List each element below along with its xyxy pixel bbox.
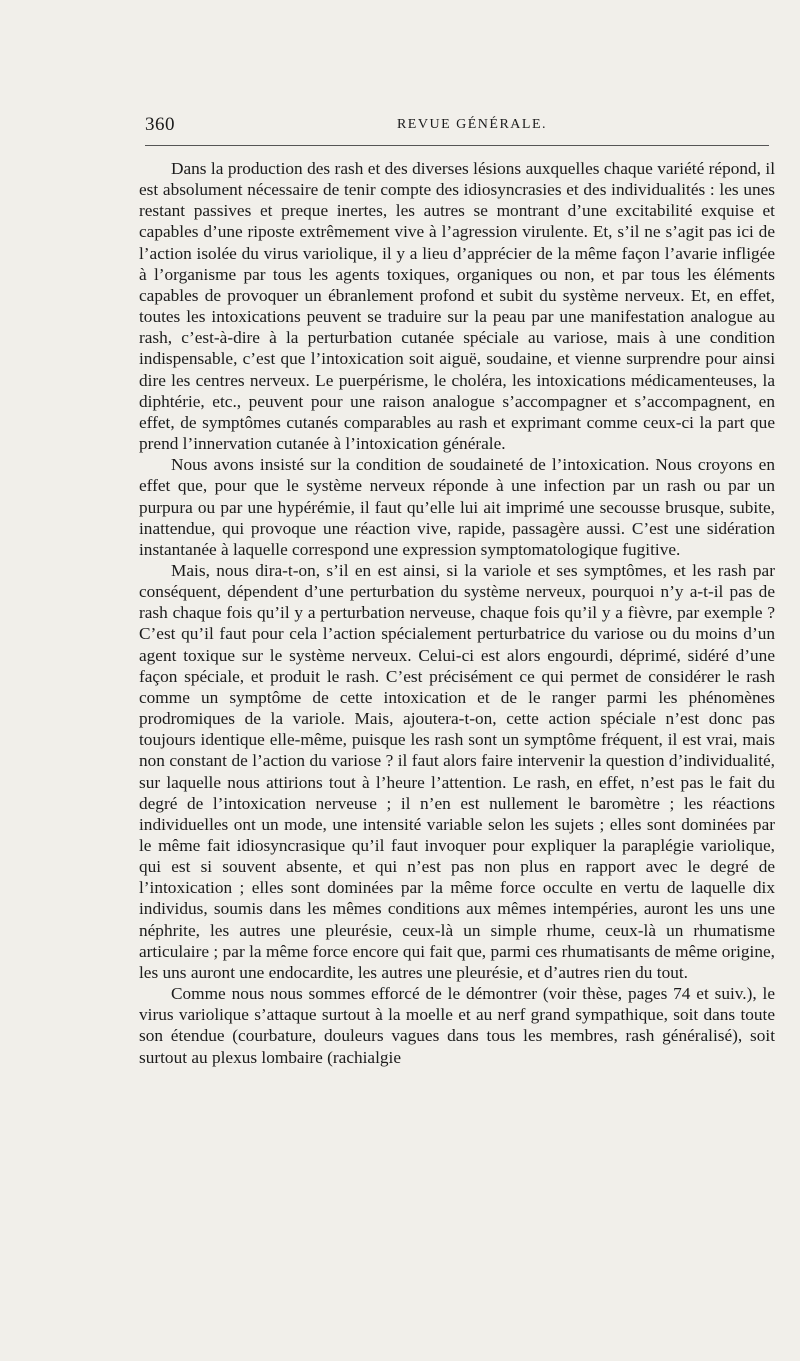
page-number: 360 <box>145 114 175 135</box>
paragraph-1: Dans la production des rash et des diverses lésions auxquelles chaque variété répond, il est absolument nécessaire de tenir compte des idiosyncrasies et des individualités : les unes restant passives et preque inertes, les autres se montrant d’une excitabilité exquise et capables d’une riposte extrêmement vive à l’agression virulente. Et, s’il ne s’agit pas ici de l’action isolée du virus variolique, il y a lieu d’apprécier de la même façon l’avarie infligée à l’organisme par tous les agents toxiques, organiques ou non, et par tous les éléments capables de provoquer un ébranlement profond et subit du système nerveux. Et, en effet, toutes les intoxications peuvent se traduire sur la peau par une manifestation analogue au rash, c’est-à-dire à la perturbation cutanée spéciale au variose, mais à une condition indispensable, c’est que l’intoxication soit aiguë, soudaine, et vienne surprendre pour ainsi dire les centres nerveux. Le puerpérisme, le choléra, les intoxications médicamenteuses, la diphtérie, etc., peuvent pour une raison analogue s’accompagner et s’accompagnent, en effet, de symptômes cutanés comparables au rash et exprimant comme ceux-ci la part que prend l’innervation cutanée à l’intoxication générale. <box>139 159 775 454</box>
body-text <box>139 158 775 1068</box>
paragraph-3: Mais, nous dira-t-on, s’il en est ainsi, si la variole et ses symptômes, et les rash par conséquent, dépendent d’une perturbation du système nerveux, pourquoi n’y a-t-il pas de rash chaque fois qu’il y a perturbation nerveuse, chaque fois qu’il y a fièvre, par exemple ? C’est qu’il faut pour cela l’action spécialement perturbatrice du variose ou du moins d’un agent toxique sur le système nerveux. Celui-ci est alors engourdi, déprimé, sidéré d’une façon spéciale, et produit le rash. C’est précisément ce qui permet de considérer le rash comme un symptôme de cette intoxication et de le ranger parmi les phénomènes prodromiques de la variole. Mais, ajoutera-t-on, cette action spéciale n’est donc pas toujours identique elle-même, puisque les rash sont un symptôme fréquent, il est vrai, mais non constant de l’action du variose ? il faut alors faire intervenir la question d’individualité, sur laquelle nous attirions tout à l’heure l’attention. Le rash, en effet, n’est pas le fait du degré de l’intoxication nerveuse ; il n’en est nullement le baromètre ; les réactions individuelles ont un mode, une intensité variable selon les sujets ; elles sont dominées par le même fait idiosyncrasique qu’il faut invoquer pour expliquer la paraplégie variolique, qui est si souvent absente, et qui n’est pas non plus en rapport avec le degré de l’intoxication ; elles sont dominées par la même force occulte en vertu de laquelle dix individus, soumis dans les mêmes conditions aux mêmes intempéries, auront les uns une néphrite, les autres une pleurésie, ceux-là un simple rhume, ceux-là un rhumatisme articulaire ; par la même force encore qui fait que, parmi ces rhumatisants de même origine, les uns auront une endocardite, les autres une pleurésie, et d’autres rien du tout. <box>139 560 775 982</box>
running-title: REVUE GÉNÉRALE. <box>396 117 548 132</box>
running-head <box>145 114 769 138</box>
paragraph-4: Comme nous nous sommes efforcé de le démontrer (voir thèse, pages 74 et suiv.), le virus variolique s’attaque surtout à la moelle et au nerf grand sympathique, soit dans toute son étendue (courbature, douleurs vagues dans tous les membres, rash généralisé), soit surtout au plexus lombaire (rachialgie <box>139 984 775 1067</box>
paragraph-2: Nous avons insisté sur la condition de soudaineté de l’intoxication. Nous croyons en effet que, pour que le système nerveux réponde à une infection par un rash ou par un purpura ou par une hypérémie, il faut qu’elle lui ait imprimé une secousse brusque, subite, inattendue, qui provoque une réaction vive, rapide, passagère aussi. C’est une sidération instantanée à laquelle correspond une expression symptomatologique fugitive. <box>139 455 775 559</box>
header-rule <box>145 145 769 146</box>
